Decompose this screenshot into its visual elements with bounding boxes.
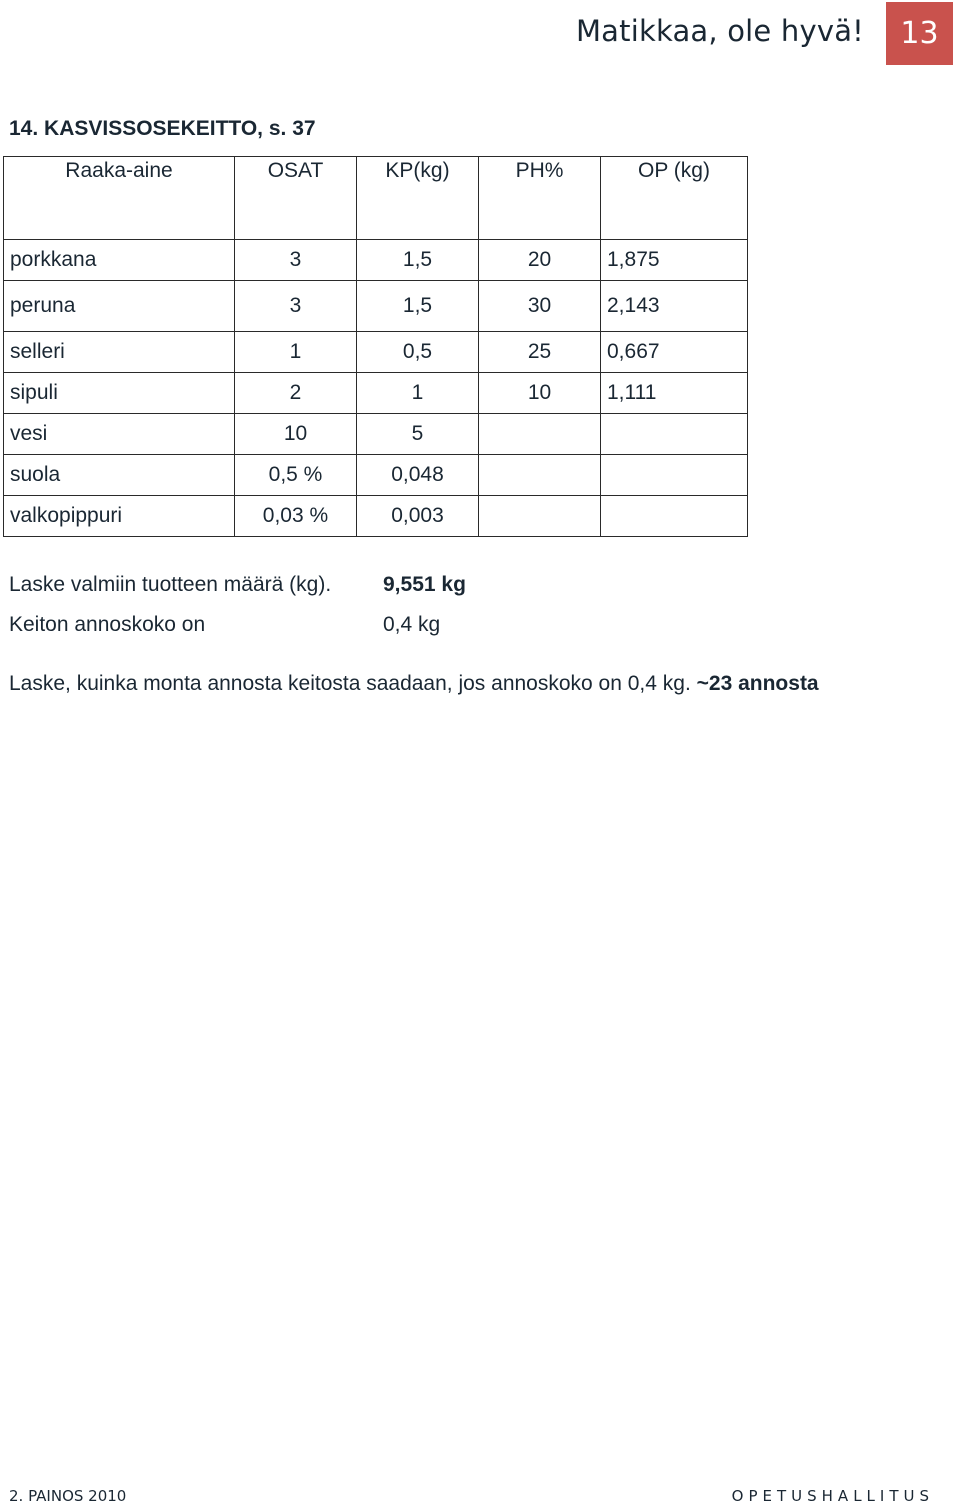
table-row <box>4 281 748 332</box>
cell-gross-weight: 1,5 <box>357 240 479 281</box>
table-row <box>4 240 748 281</box>
table-row <box>4 455 748 496</box>
column-header-ingredient: Raaka-aine <box>4 157 235 240</box>
cell-gross-weight: 0,048 <box>357 455 479 496</box>
table-row <box>4 332 748 373</box>
total-yield-value: 9,551 kg <box>383 573 466 596</box>
cell-parts: 3 <box>235 240 357 281</box>
table-row <box>4 373 748 414</box>
cell-gross-weight: 5 <box>357 414 479 455</box>
column-header-parts: OSAT <box>235 157 357 240</box>
cell-parts: 3 <box>235 281 357 332</box>
column-header-waste-percent: PH% <box>479 157 601 240</box>
cell-purchase-weight: 1,875 <box>601 240 748 281</box>
cell-ingredient: suola <box>4 455 235 496</box>
cell-purchase-weight: 0,667 <box>601 332 748 373</box>
cell-waste-percent <box>479 414 601 455</box>
ingredients-table <box>3 156 748 537</box>
footer-edition: 2. PAINOS 2010 <box>9 1487 127 1505</box>
cell-ingredient: valkopippuri <box>4 496 235 537</box>
cell-gross-weight: 0,5 <box>357 332 479 373</box>
cell-waste-percent <box>479 496 601 537</box>
portion-size-label: Keiton annoskoko on <box>9 613 206 636</box>
table-row <box>4 496 748 537</box>
cell-purchase-weight <box>601 496 748 537</box>
total-yield-row <box>9 573 466 597</box>
cell-purchase-weight: 2,143 <box>601 281 748 332</box>
cell-parts: 0,03 % <box>235 496 357 537</box>
portion-size-value: 0,4 kg <box>383 613 441 636</box>
cell-gross-weight: 1 <box>357 373 479 414</box>
cell-waste-percent: 25 <box>479 332 601 373</box>
section-heading: 14. KASVISSOSEKEITTO, s. 37 <box>9 117 316 140</box>
portion-size-row <box>9 613 440 637</box>
total-yield-label: Laske valmiin tuotteen määrä (kg). <box>9 573 332 596</box>
cell-waste-percent: 10 <box>479 373 601 414</box>
cell-ingredient: peruna <box>4 281 235 332</box>
cell-waste-percent: 20 <box>479 240 601 281</box>
cell-purchase-weight: 1,111 <box>601 373 748 414</box>
cell-gross-weight: 1,5 <box>357 281 479 332</box>
table-header-row <box>4 157 748 240</box>
cell-parts: 1 <box>235 332 357 373</box>
portion-question-answer: ~23 annosta <box>696 672 819 695</box>
portion-question <box>9 672 819 696</box>
cell-parts: 0,5 % <box>235 455 357 496</box>
page-number-badge: 13 <box>886 2 953 65</box>
column-header-gross-weight: KP(kg) <box>357 157 479 240</box>
cell-waste-percent: 30 <box>479 281 601 332</box>
footer-publisher: OPETUSHALLITUS <box>731 1487 934 1505</box>
portion-question-text: Laske, kuinka monta annosta keitosta saadaan, jos annoskoko on 0,4 kg. <box>9 672 691 695</box>
cell-waste-percent <box>479 455 601 496</box>
cell-parts: 2 <box>235 373 357 414</box>
cell-purchase-weight <box>601 455 748 496</box>
cell-ingredient: sipuli <box>4 373 235 414</box>
cell-purchase-weight <box>601 414 748 455</box>
page-header-title: Matikkaa, ole hyvä! <box>575 14 864 48</box>
cell-ingredient: porkkana <box>4 240 235 281</box>
cell-gross-weight: 0,003 <box>357 496 479 537</box>
cell-parts: 10 <box>235 414 357 455</box>
cell-ingredient: vesi <box>4 414 235 455</box>
table-row <box>4 414 748 455</box>
cell-ingredient: selleri <box>4 332 235 373</box>
column-header-purchase-weight: OP (kg) <box>601 157 748 240</box>
